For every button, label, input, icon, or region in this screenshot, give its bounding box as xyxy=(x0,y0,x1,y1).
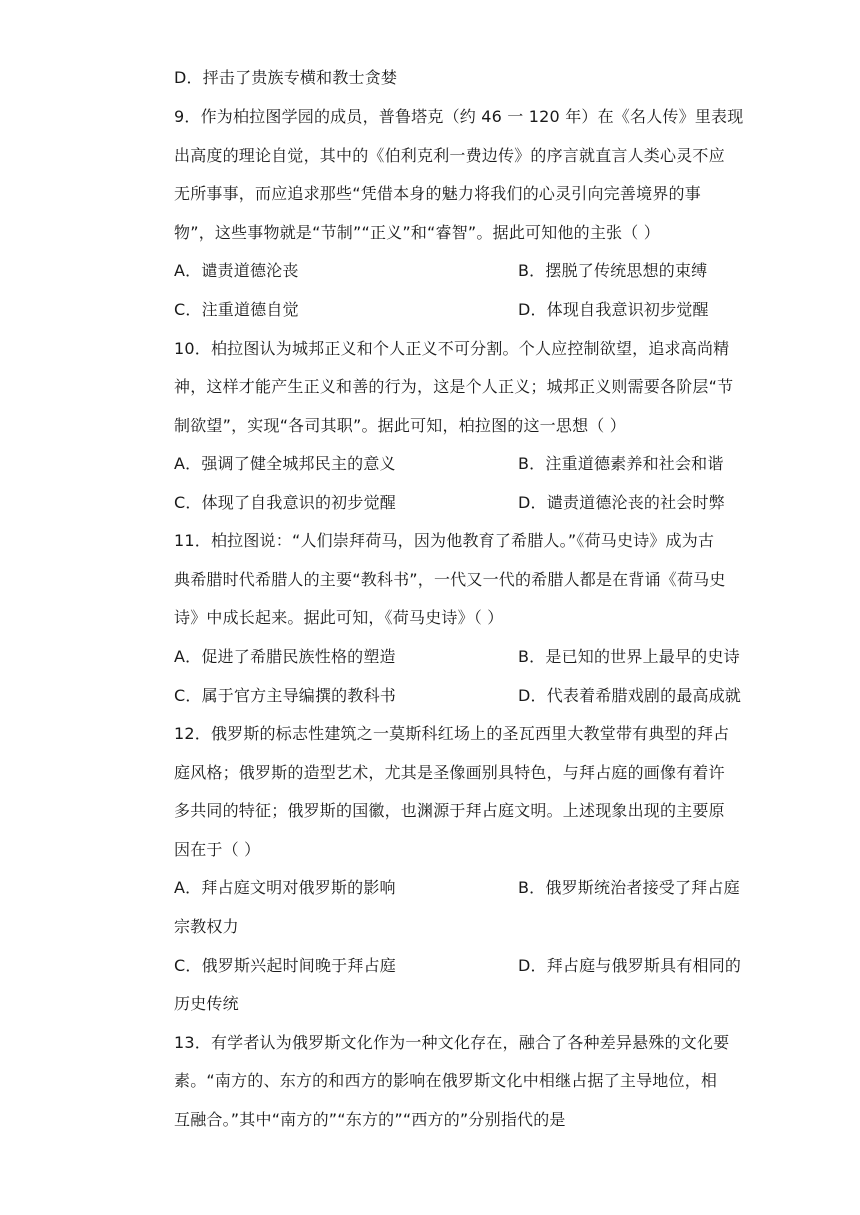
q10-option-a: A．强调了健全城邦民主的意义 xyxy=(174,454,396,473)
q11-line-1: 11．柏拉图说：“人们崇拜荷马，因为他教育了希腊人。”《荷马史诗》成为古 xyxy=(174,531,715,550)
q10-option-b: B．注重道德素养和社会和谐 xyxy=(518,454,724,473)
q12-line-4: 因在于（ ） xyxy=(174,840,261,859)
q12-line-3: 多共同的特征；俄罗斯的国徽，也渊源于拜占庭文明。上述现象出现的主要原 xyxy=(174,801,725,820)
q9-line-1: 9．作为柏拉图学园的成员，普鲁塔克（约 46 一 120 年）在《名人传》里表现 xyxy=(174,107,744,126)
q13-line-1: 13．有学者认为俄罗斯文化作为一种文化存在，融合了各种差异悬殊的文化要 xyxy=(174,1033,730,1052)
q9-option-c: C．注重道德自觉 xyxy=(174,300,299,319)
q10-line-1: 10．柏拉图认为城邦正义和个人正义不可分割。个人应控制欲望，追求高尚精 xyxy=(174,339,730,358)
q12-option-a: A．拜占庭文明对俄罗斯的影响 xyxy=(174,878,396,897)
q9-line-4: 物”，这些事物就是“节制”“正义”和“睿智”。据此可知他的主张（ ） xyxy=(174,223,660,242)
q12-option-c: C．俄罗斯兴起时间晚于拜占庭 xyxy=(174,956,396,975)
q10-line-3: 制欲望”，实现“各司其职”。据此可知，柏拉图的这一思想（ ） xyxy=(174,416,626,435)
q9-line-2: 出高度的理论自觉，其中的《伯利克利一费边传》的序言就直言人类心灵不应 xyxy=(174,146,725,165)
q12-option-b: B．俄罗斯统治者接受了拜占庭 xyxy=(518,878,740,897)
q12-option-d-continued: 历史传统 xyxy=(174,994,239,1013)
q9-option-d: D．体现自我意识初步觉醒 xyxy=(518,300,709,319)
q12-option-d: D．拜占庭与俄罗斯具有相同的 xyxy=(518,956,742,975)
q12-option-b-continued: 宗教权力 xyxy=(174,917,239,936)
q11-line-2: 典希腊时代希腊人的主要“教科书”，一代又一代的希腊人都是在背诵《荷马史 xyxy=(174,570,726,589)
q9-line-3: 无所事事，而应追求那些“凭借本身的魅力将我们的心灵引向完善境界的事 xyxy=(174,184,701,203)
q12-line-2: 庭风格；俄罗斯的造型艺术，尤其是圣像画别具特色，与拜占庭的画像有着许 xyxy=(174,763,725,782)
q13-line-2: 素。“南方的、东方的和西方的影响在俄罗斯文化中相继占据了主导地位，相 xyxy=(174,1071,718,1090)
q10-option-c: C．体现了自我意识的初步觉醒 xyxy=(174,493,396,512)
q10-line-2: 神，这样才能产生正义和善的行为，这是个人正义；城邦正义则需要各阶层“节 xyxy=(174,377,734,396)
q12-line-1: 12．俄罗斯的标志性建筑之一莫斯科红场上的圣瓦西里大教堂带有典型的拜占 xyxy=(174,724,730,743)
q9-option-a: A．谴责道德沦丧 xyxy=(174,261,299,280)
q10-option-d: D．谴责道德沦丧的社会时弊 xyxy=(518,493,725,512)
q13-line-3: 互融合。”其中“南方的”“东方的”“西方的”分别指代的是 xyxy=(174,1110,566,1129)
q11-option-a: A．促进了希腊民族性格的塑造 xyxy=(174,647,396,666)
q11-line-3: 诗》中成长起来。据此可知，《荷马史诗》（ ） xyxy=(174,608,504,627)
q11-option-c: C．属于官方主导编撰的教科书 xyxy=(174,686,396,705)
q11-option-d: D．代表着希腊戏剧的最高成就 xyxy=(518,686,742,705)
q8-option-d: D．抨击了贵族专横和教士贪婪 xyxy=(174,68,398,87)
q11-option-b: B．是已知的世界上最早的史诗 xyxy=(518,647,740,666)
q9-option-b: B．摆脱了传统思想的束缚 xyxy=(518,261,708,280)
